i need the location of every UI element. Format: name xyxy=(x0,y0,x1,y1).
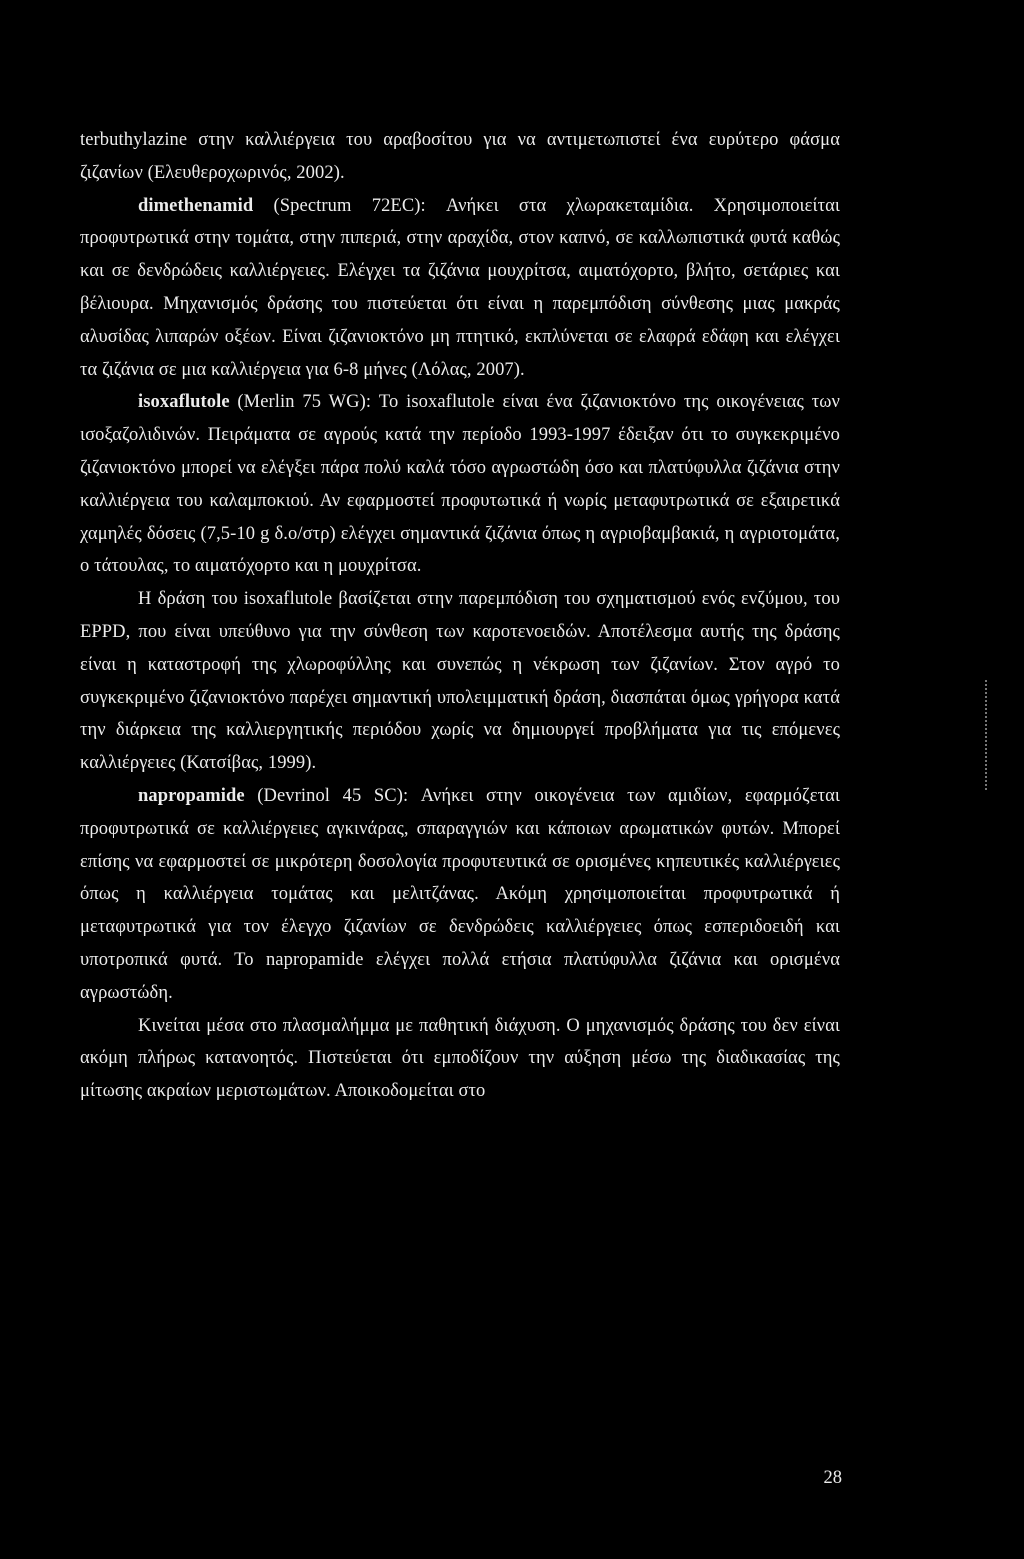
napropamide-paragraph xyxy=(80,780,840,1010)
napropamide-term: napropamide xyxy=(138,785,245,806)
napropamide-text: (Devrinol 45 SC): Ανήκει στην οικογένεια των αμιδίων, εφαρμόζεται προφυτρωτικά σε καλλιέργειες αγκινάρας, σπαραγγιών και κάποιων αρωματικών φυτών. Μπορεί επίσης να εφαρμοστεί σε μικρότερη δοσολογία προφυτευτικά σε ορισμένες κηπευτικές καλλιέργειες όπως η καλλιέργεια τομάτας και μελιτζάνας. Ακόμη χρησιμοποιείται προφυτρωτικά ή μεταφυτρωτικά για τον έλεγχο ζιζανίων σε δενδρώδεις καλλιέργειες όπως εσπεριδοειδή και υποτροπικά φυτά. Το napropamide ελέγχει πολλά ετήσια πλατύφυλλα ζιζάνια και ορισμένα αγρωστώδη. xyxy=(80,785,840,1003)
napropamide-paragraph-2: Κινείται μέσα στο πλασμαλήμμα με παθητική διάχυση. Ο μηχανισμός δράσης του δεν είναι ακόμη πλήρως κατανοητός. Πιστεύεται ότι εμποδίζουν την αύξηση μέσω της διαδικασίας της μίτωσης ακραίων μεριστωμάτων. Αποικοδομείται στο xyxy=(80,1015,840,1102)
isoxaflutole-term: isoxaflutole xyxy=(138,392,230,413)
isoxaflutole-text: (Merlin 75 WG): Το isoxaflutole είναι ένα ζιζανιοκτόνο της οικογένειας των ισοξαζολιδινών. Πειράματα σε αγρούς κατά την περίοδο 1993-1997 έδειξαν ότι το συγκεκριμένο ζιζανιοκτόνο μπορεί να ελέγξει πάρα πολύ καλά τόσο αγρωστώδη όσο και πλατύφυλλα ζιζάνια στην καλλιέργεια του καλαμποκιού. Αν εφαρμοστεί προφυτωτικά ή νωρίς μεταφυτρωτικά σε εξαιρετικά χαμηλές δόσεις (7,5-10 g δ.ο/στρ) ελέγχει σημαντικά ζιζάνια όπως η αγριοβαμβακιά, η αγριοτομάτα, ο τάτουλας, το αιματόχορτο και η μουχρίτσα. xyxy=(80,392,840,577)
dimethenamid-text: (Spectrum 72EC): Ανήκει στα χλωρακεταμίδια. Χρησιμοποιείται προφυτρωτικά στην τομάτα, στην πιπεριά, στην αραχίδα, στον καπνό, σε καλλωπιστικά φυτά καθώς και σε δενδρώδεις καλλιέργειες. Ελέγχει τα ζιζάνια μουχρίτσα, αιματόχορτο, βλήτο, σετάριες και βέλιουρα. Μηχανισμός δράσης του πιστεύεται ότι είναι η παρεμπόδιση σύνθεσης μιας μακράς αλυσίδας λιπαρών οξέων. Είναι ζιζανιοκτόνο μη πτητικό, εκπλύνεται σε ελαφρά εδάφη και ελέγχει τα ζιζάνια σε μια καλλιέργεια για 6-8 μήνες (Λόλας, 2007). xyxy=(80,195,840,380)
isoxaflutole-paragraph-2: Η δράση του isoxaflutole βασίζεται στην παρεμπόδιση του σχηματισμού ενός ενζύμου, του EPPD, που είναι υπεύθυνο για την σύνθεση των καροτενοειδών. Αποτέλεσμα αυτής της δράσης είναι η καταστροφή της χλωροφύλλης και συνεπώς η νέκρωση των ζιζανίων. Στον αγρό το συγκεκριμένο ζιζανιοκτόνο παρέχει σημαντική υπολειμματική δράση, διασπάται όμως γρήγορα κατά την διάρκεια της καλλιεργητικής περιόδου χωρίς να δημιουργεί προβλήματα για τις επόμενες καλλιέργειες (Κατσίβας, 1999). xyxy=(80,589,840,774)
dimethenamid-paragraph xyxy=(80,190,840,387)
intro-paragraph: terbuthylazine στην καλλιέργεια του αραβοσίτου για να αντιμετωπιστεί ένα ευρύτερο φάσμα ζιζανίων (Ελευθεροχωρινός, 2002). xyxy=(80,130,840,183)
body-text xyxy=(80,124,840,1108)
margin-mark xyxy=(985,680,991,790)
page-number: 28 xyxy=(823,1468,842,1488)
dimethenamid-term: dimethenamid xyxy=(138,195,254,216)
isoxaflutole-paragraph xyxy=(80,386,840,583)
